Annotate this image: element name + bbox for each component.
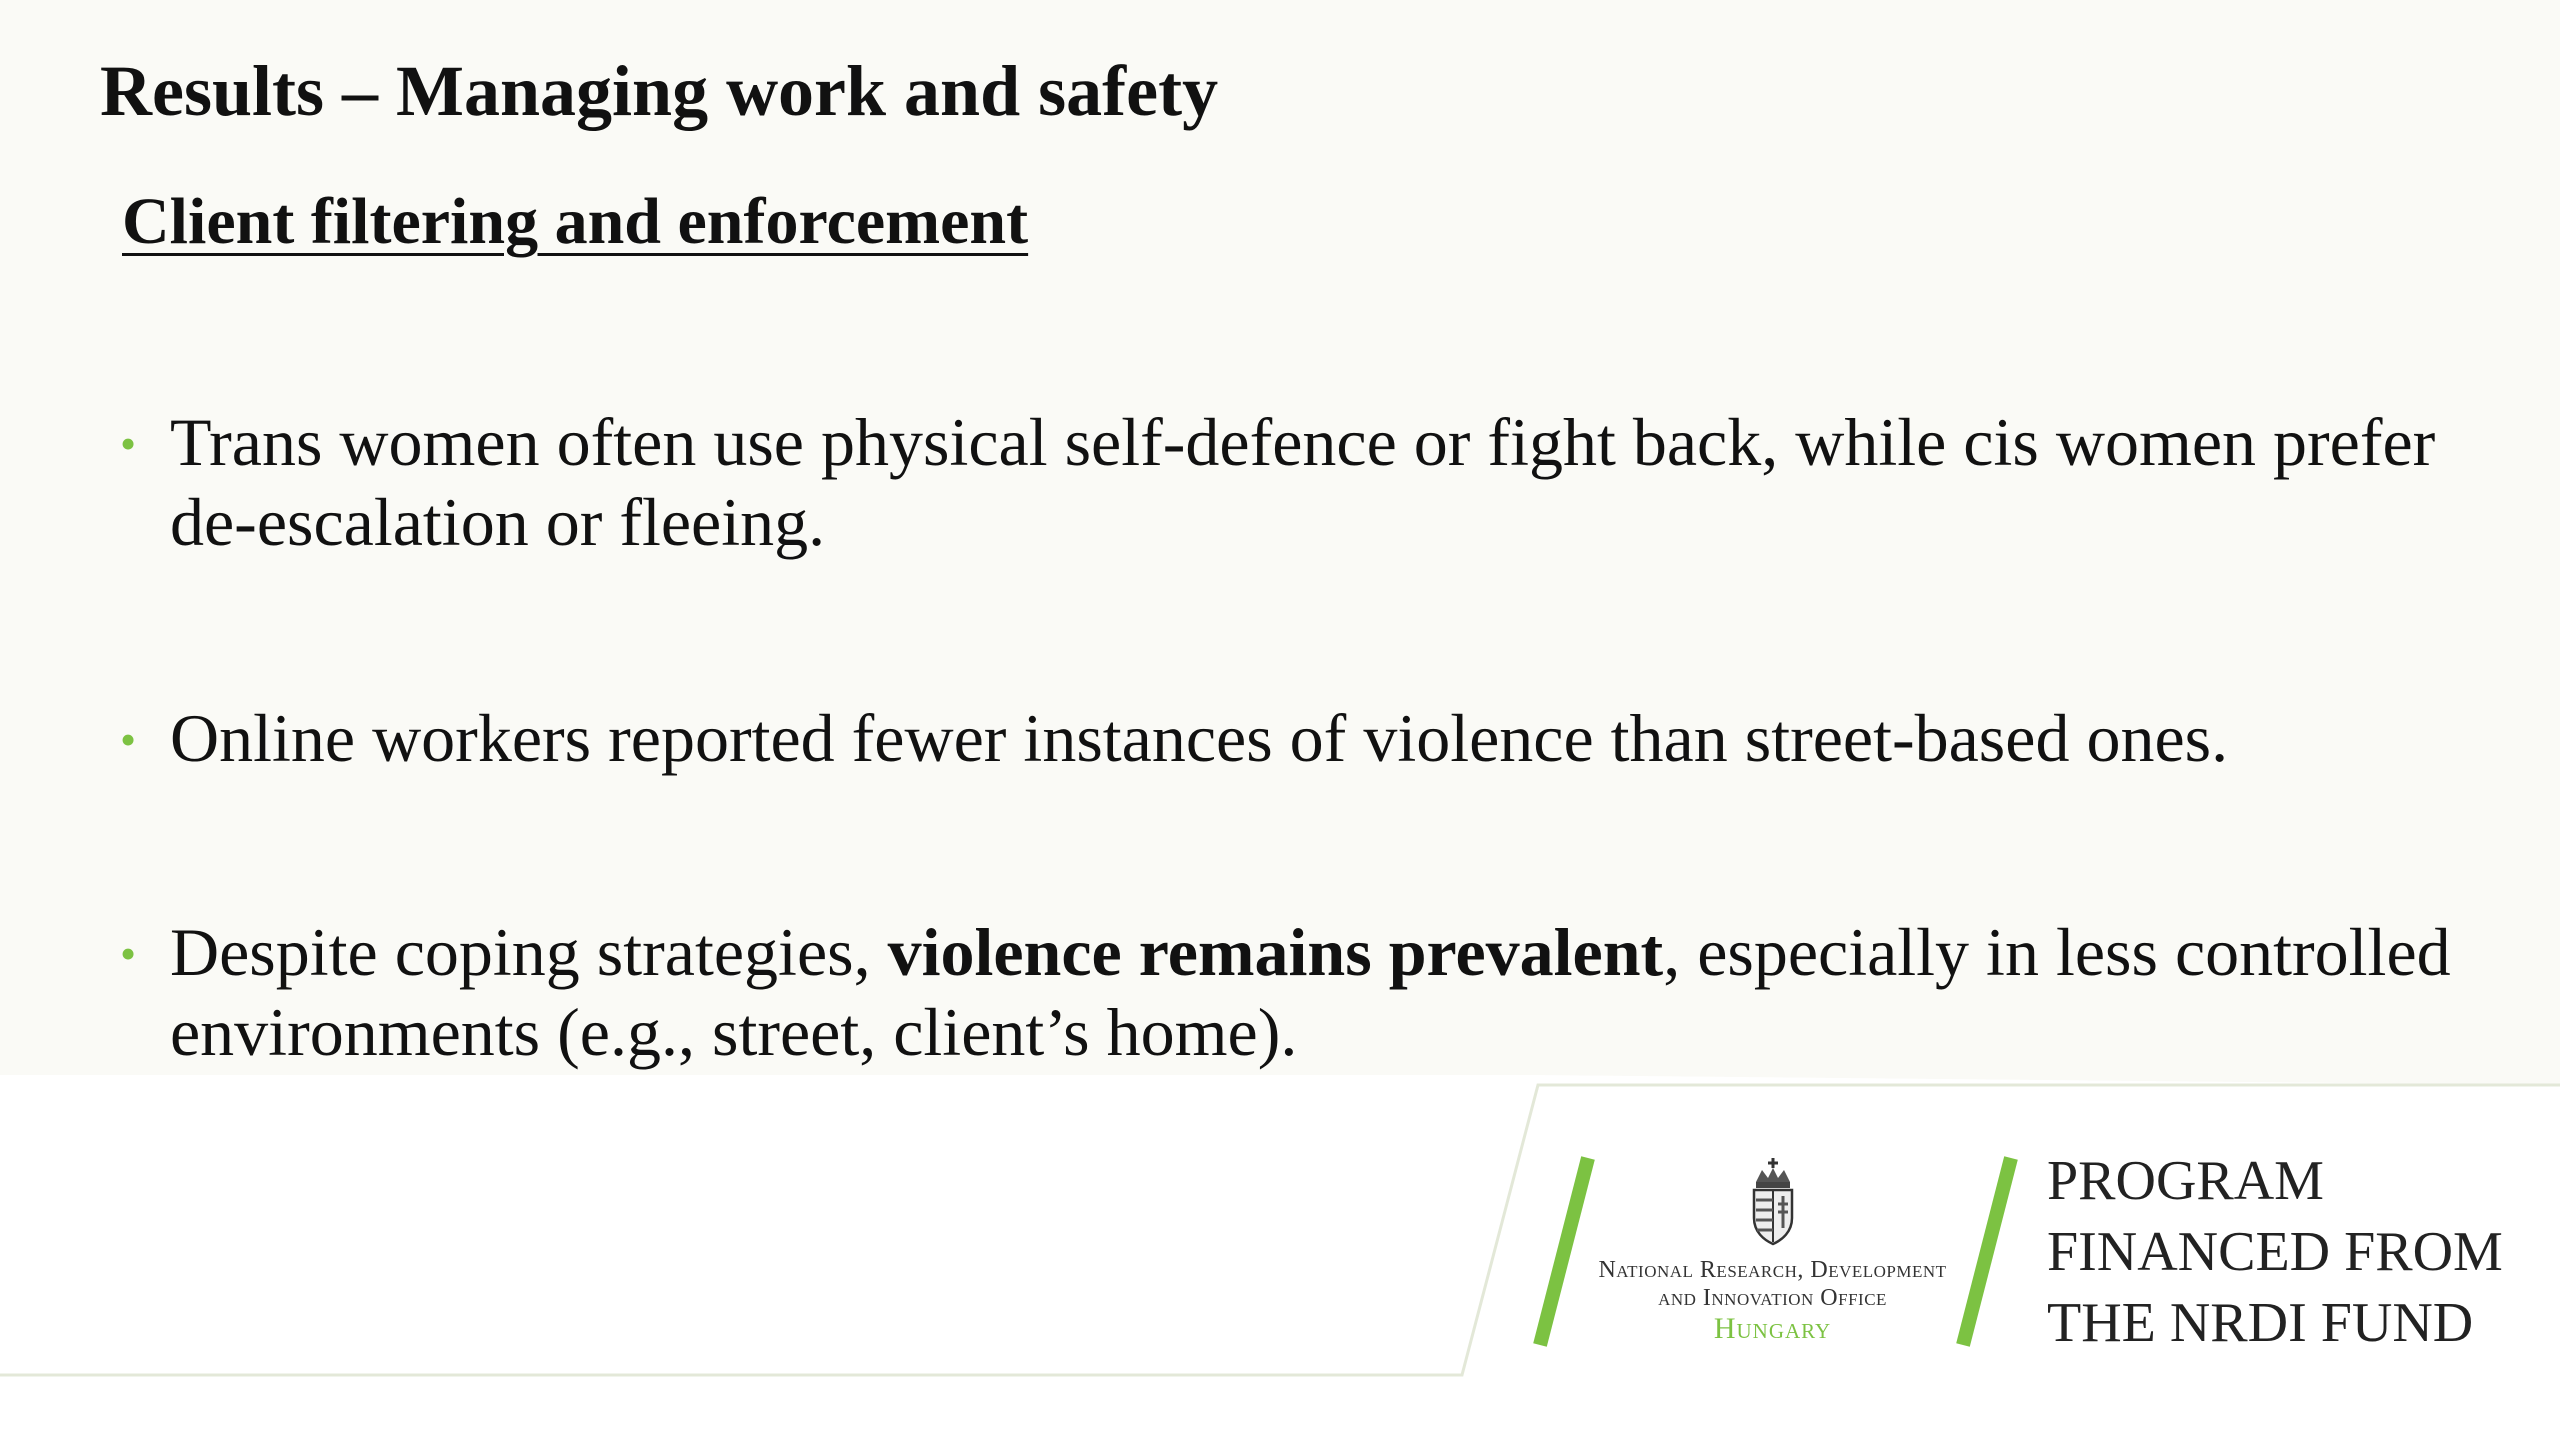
bullet-text: Trans women often use physical self-defence or fight back, while cis women prefer de-escalation or fleeing. bbox=[170, 404, 2436, 560]
bullet-text: Online workers reported fewer instances of violence than street-based ones. bbox=[170, 700, 2229, 776]
nrdi-logo bbox=[1590, 1158, 1955, 1346]
nrdi-office-line-1: National Research, Development bbox=[1598, 1257, 1947, 1283]
bullet-dot-icon: • bbox=[120, 418, 137, 469]
nrdi-office-line-2: and Innovation Office bbox=[1658, 1285, 1887, 1311]
bullet-item bbox=[120, 402, 2460, 562]
program-line-1: PROGRAM bbox=[2047, 1150, 2324, 1212]
hungarian-coat-of-arms-icon bbox=[1748, 1158, 1798, 1246]
bullet-text-emphasis: violence remains prevalent bbox=[887, 914, 1664, 990]
bullet-dot-icon: • bbox=[120, 714, 137, 765]
program-line-2: FINANCED FROM bbox=[2047, 1221, 2503, 1283]
bullet-dot-icon: • bbox=[120, 928, 137, 979]
bullet-text-suffix: , especially in less controlled environments (e.g., street, client’s home). bbox=[170, 914, 2451, 1070]
bullet-item bbox=[120, 912, 2460, 1072]
bullet-item bbox=[120, 698, 2460, 780]
program-line-3: THE NRDI FUND bbox=[2047, 1292, 2474, 1354]
bullet-text-prefix: Despite coping strategies, bbox=[170, 914, 888, 990]
slide-title: Results – Managing work and safety bbox=[100, 51, 1219, 131]
program-financed-text bbox=[2047, 1146, 2503, 1359]
bullet-text bbox=[170, 912, 2460, 1072]
nrdi-office-country: Hungary bbox=[1713, 1312, 1832, 1345]
section-subtitle: Client filtering and enforcement bbox=[122, 185, 1029, 258]
